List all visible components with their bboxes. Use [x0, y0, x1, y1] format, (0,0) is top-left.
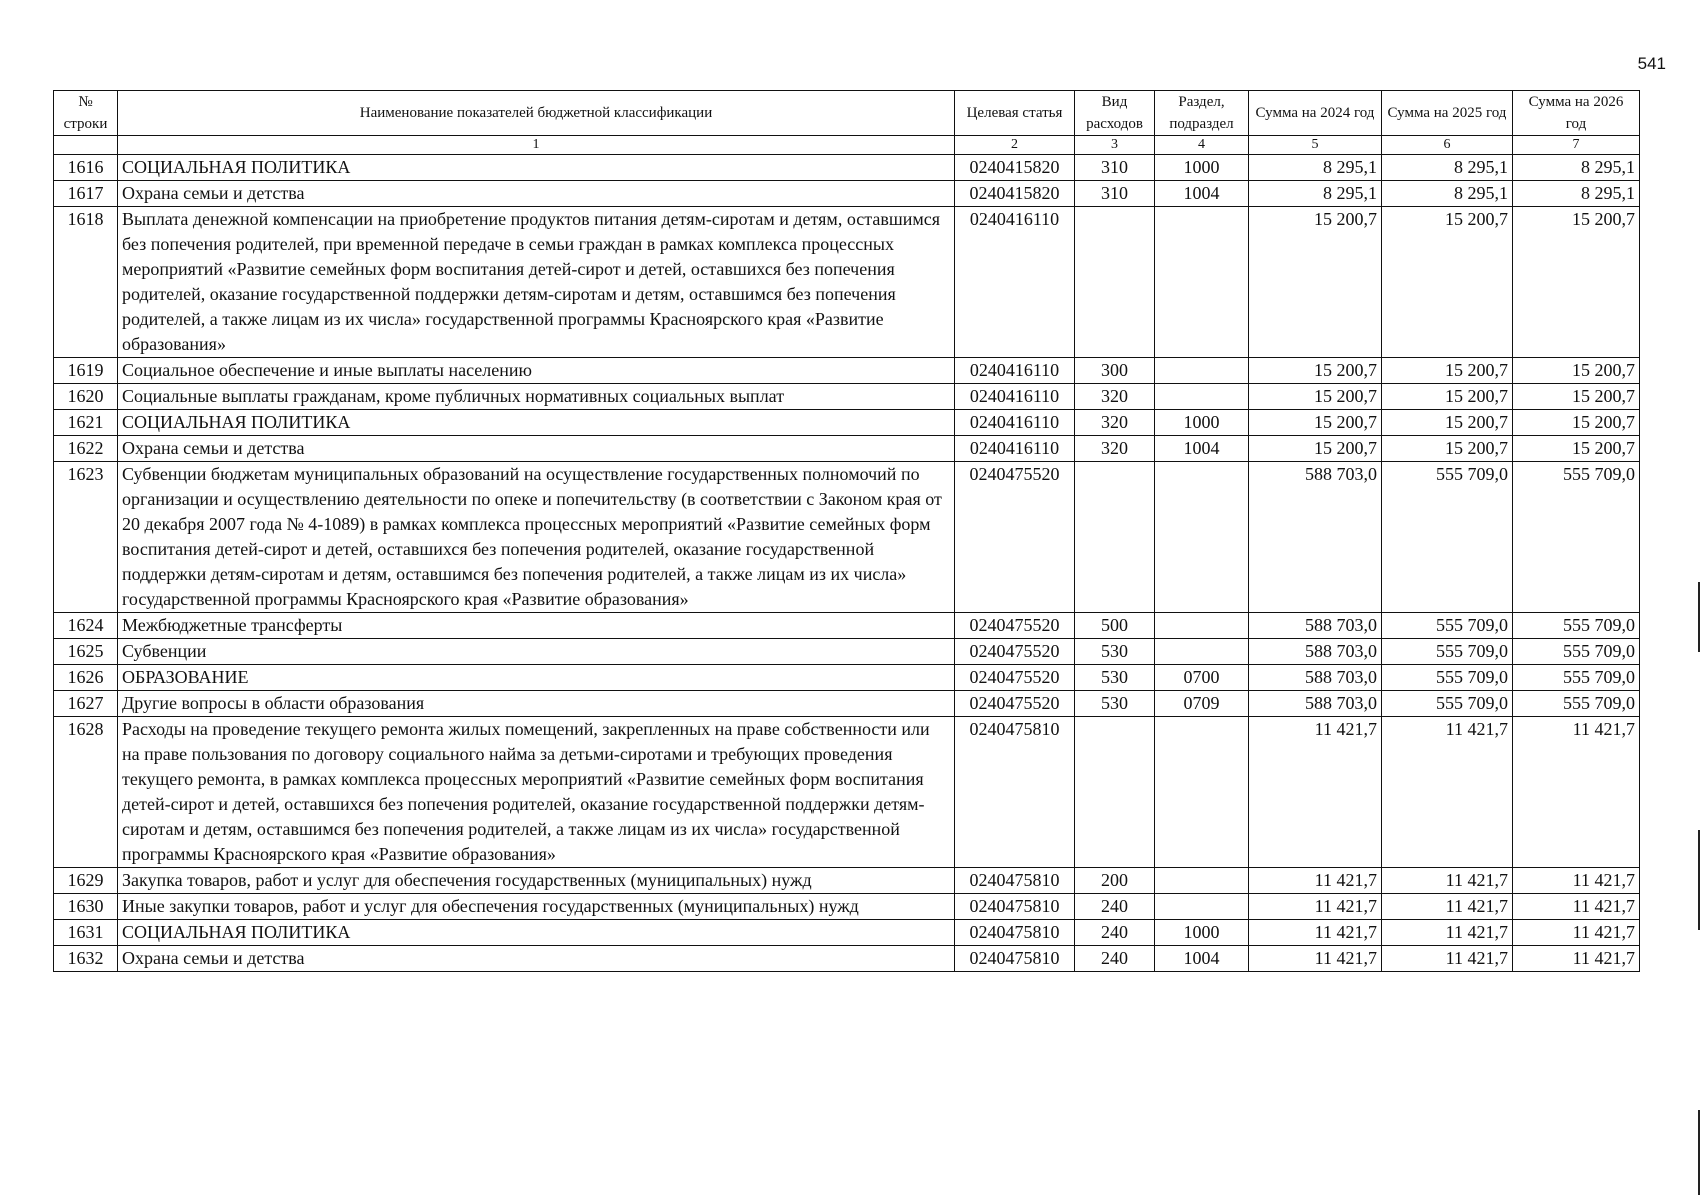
sum-2025: 555 709,0: [1382, 462, 1513, 613]
column-number: 6: [1382, 136, 1513, 155]
column-number: 5: [1249, 136, 1382, 155]
table-row: [54, 613, 1640, 639]
header-sum-2026: Сумма на 2026 год: [1513, 91, 1640, 136]
expense-type: [1075, 717, 1155, 868]
expense-type: 310: [1075, 155, 1155, 181]
sum-2025: 555 709,0: [1382, 691, 1513, 717]
scan-artifact: [1698, 830, 1700, 930]
table-row: [54, 894, 1640, 920]
sum-2025: 15 200,7: [1382, 410, 1513, 436]
row-number: 1629: [54, 868, 118, 894]
sum-2025: 15 200,7: [1382, 436, 1513, 462]
section-code: 1004: [1155, 946, 1249, 972]
sum-2026: 11 421,7: [1513, 868, 1640, 894]
table-row: [54, 639, 1640, 665]
sum-2025: 15 200,7: [1382, 358, 1513, 384]
sum-2024: 11 421,7: [1249, 868, 1382, 894]
sum-2025: 11 421,7: [1382, 717, 1513, 868]
sum-2024: 15 200,7: [1249, 410, 1382, 436]
table-row: [54, 155, 1640, 181]
header-target-article: Целевая статья: [955, 91, 1075, 136]
sum-2025: 11 421,7: [1382, 920, 1513, 946]
sum-2025: 555 709,0: [1382, 639, 1513, 665]
sum-2025: 11 421,7: [1382, 868, 1513, 894]
row-name: Закупка товаров, работ и услуг для обеспечения государственных (муниципальных) нужд: [118, 868, 955, 894]
expense-type: 240: [1075, 920, 1155, 946]
row-number: 1630: [54, 894, 118, 920]
row-number: 1624: [54, 613, 118, 639]
sum-2025: 15 200,7: [1382, 207, 1513, 358]
expense-type: [1075, 207, 1155, 358]
row-number: 1620: [54, 384, 118, 410]
section-code: 1000: [1155, 920, 1249, 946]
section-code: 1004: [1155, 181, 1249, 207]
target-article: 0240475810: [955, 894, 1075, 920]
row-number: 1627: [54, 691, 118, 717]
row-name: Расходы на проведение текущего ремонта жилых помещений, закрепленных на праве собственности или на праве пользования по договору социального найма за детьми-сиротами и требующих проведения текущего ремонта, в рамках комплекса процессных мероприятий «Развитие семейных форм воспитания детей-сирот и детей, оставшихся без попечения родителей, оказание государственной поддержки детям-сиротам и детям, оставшимся без попечения родителей, а также лицам из их числа» государственной программы Красноярского края «Развитие образования»: [118, 717, 955, 868]
sum-2026: 15 200,7: [1513, 436, 1640, 462]
sum-2026: 15 200,7: [1513, 384, 1640, 410]
expense-type: 310: [1075, 181, 1155, 207]
target-article: 0240475810: [955, 920, 1075, 946]
target-article: 0240475520: [955, 639, 1075, 665]
sum-2026: 555 709,0: [1513, 462, 1640, 613]
expense-type: 320: [1075, 436, 1155, 462]
section-code: [1155, 613, 1249, 639]
section-code: 1004: [1155, 436, 1249, 462]
row-name: Субвенции бюджетам муниципальных образований на осуществление государственных полномочий по организации и осуществлению деятельности по опеке и попечительству (в соответствии с Законом края от 20 декабря 2007 года № 4-1089) в рамках комплекса процессных мероприятий «Развитие семейных форм воспитания детей-сирот и детей, оставшихся без попечения родителей, оказание государственной поддержки детям-сиротам и детям, оставшимся без попечения родителей, а также лицам из их числа» государственной программы Красноярского края «Развитие образования»: [118, 462, 955, 613]
row-number: 1623: [54, 462, 118, 613]
sum-2025: 555 709,0: [1382, 613, 1513, 639]
row-number: 1622: [54, 436, 118, 462]
column-number: 7: [1513, 136, 1640, 155]
sum-2026: 8 295,1: [1513, 155, 1640, 181]
section-code: 1000: [1155, 410, 1249, 436]
row-number: 1626: [54, 665, 118, 691]
row-name: Социальные выплаты гражданам, кроме публичных нормативных социальных выплат: [118, 384, 955, 410]
scan-artifact: [1698, 582, 1700, 652]
row-name: Охрана семьи и детства: [118, 436, 955, 462]
section-code: [1155, 384, 1249, 410]
column-number: 4: [1155, 136, 1249, 155]
table-row: [54, 920, 1640, 946]
row-name: Межбюджетные трансферты: [118, 613, 955, 639]
sum-2024: 8 295,1: [1249, 181, 1382, 207]
section-code: [1155, 462, 1249, 613]
sum-2025: 11 421,7: [1382, 946, 1513, 972]
section-code: [1155, 639, 1249, 665]
section-code: [1155, 894, 1249, 920]
row-number: 1616: [54, 155, 118, 181]
sum-2024: 11 421,7: [1249, 894, 1382, 920]
row-name: Охрана семьи и детства: [118, 181, 955, 207]
section-code: 0700: [1155, 665, 1249, 691]
sum-2024: 588 703,0: [1249, 613, 1382, 639]
table-row: [54, 717, 1640, 868]
scan-artifact: [1698, 1110, 1700, 1195]
target-article: 0240415820: [955, 181, 1075, 207]
header-sum-2025: Сумма на 2025 год: [1382, 91, 1513, 136]
table-row: [54, 665, 1640, 691]
table-row: [54, 868, 1640, 894]
sum-2024: 11 421,7: [1249, 920, 1382, 946]
row-name: Социальное обеспечение и иные выплаты населению: [118, 358, 955, 384]
target-article: 0240475520: [955, 691, 1075, 717]
table-header: [54, 91, 1640, 155]
section-code: [1155, 868, 1249, 894]
sum-2026: 15 200,7: [1513, 410, 1640, 436]
row-number: 1617: [54, 181, 118, 207]
sum-2025: 8 295,1: [1382, 155, 1513, 181]
table-row: [54, 462, 1640, 613]
row-name: Субвенции: [118, 639, 955, 665]
sum-2024: 15 200,7: [1249, 207, 1382, 358]
row-number: 1619: [54, 358, 118, 384]
header-row-number: № строки: [54, 91, 118, 136]
target-article: 0240475520: [955, 462, 1075, 613]
target-article: 0240415820: [955, 155, 1075, 181]
expense-type: 530: [1075, 691, 1155, 717]
sum-2026: 8 295,1: [1513, 181, 1640, 207]
table-row: [54, 207, 1640, 358]
row-name: СОЦИАЛЬНАЯ ПОЛИТИКА: [118, 155, 955, 181]
section-code: [1155, 358, 1249, 384]
row-name: Выплата денежной компенсации на приобретение продуктов питания детям-сиротам и детям, оставшимся без попечения родителей, при временной передаче в семьи граждан в рамках комплекса процессных мероприятий «Развитие семейных форм воспитания детей-сирот и детей, оставшихся без попечения родителей, оказание государственной поддержки детям-сиротам и детям, оставшимся без попечения родителей, а также лицам из их числа» государственной программы Красноярского края «Развитие образования»: [118, 207, 955, 358]
row-number: 1621: [54, 410, 118, 436]
sum-2025: 11 421,7: [1382, 894, 1513, 920]
expense-type: 500: [1075, 613, 1155, 639]
sum-2024: 15 200,7: [1249, 436, 1382, 462]
header-section: Раздел, подраздел: [1155, 91, 1249, 136]
table-row: [54, 181, 1640, 207]
column-number-empty: [54, 136, 118, 155]
target-article: 0240416110: [955, 207, 1075, 358]
sum-2026: 555 709,0: [1513, 613, 1640, 639]
sum-2024: 588 703,0: [1249, 665, 1382, 691]
expense-type: 240: [1075, 894, 1155, 920]
expense-type: 320: [1075, 410, 1155, 436]
sum-2024: 11 421,7: [1249, 717, 1382, 868]
sum-2025: 8 295,1: [1382, 181, 1513, 207]
page-number: 541: [1637, 54, 1666, 73]
budget-table: [53, 90, 1640, 972]
section-code: 0709: [1155, 691, 1249, 717]
sum-2024: 588 703,0: [1249, 462, 1382, 613]
sum-2025: 555 709,0: [1382, 665, 1513, 691]
table-row: [54, 384, 1640, 410]
sum-2026: 11 421,7: [1513, 946, 1640, 972]
sum-2026: 555 709,0: [1513, 639, 1640, 665]
header-row: [54, 91, 1640, 136]
row-number: 1625: [54, 639, 118, 665]
target-article: 0240416110: [955, 384, 1075, 410]
sum-2024: 588 703,0: [1249, 691, 1382, 717]
row-number: 1631: [54, 920, 118, 946]
sum-2025: 15 200,7: [1382, 384, 1513, 410]
row-number: 1632: [54, 946, 118, 972]
column-number: 3: [1075, 136, 1155, 155]
row-number: 1618: [54, 207, 118, 358]
table-row: [54, 691, 1640, 717]
expense-type: 300: [1075, 358, 1155, 384]
sum-2026: 11 421,7: [1513, 894, 1640, 920]
sum-2024: 8 295,1: [1249, 155, 1382, 181]
sum-2024: 588 703,0: [1249, 639, 1382, 665]
section-code: [1155, 207, 1249, 358]
table-row: [54, 358, 1640, 384]
sum-2024: 11 421,7: [1249, 946, 1382, 972]
header-sum-2024: Сумма на 2024 год: [1249, 91, 1382, 136]
header-name: Наименование показателей бюджетной классификации: [118, 91, 955, 136]
target-article: 0240475810: [955, 946, 1075, 972]
sum-2024: 15 200,7: [1249, 384, 1382, 410]
target-article: 0240416110: [955, 436, 1075, 462]
target-article: 0240475520: [955, 665, 1075, 691]
row-name: СОЦИАЛЬНАЯ ПОЛИТИКА: [118, 410, 955, 436]
expense-type: 320: [1075, 384, 1155, 410]
header-expense-type: Вид расходов: [1075, 91, 1155, 136]
target-article: 0240475520: [955, 613, 1075, 639]
row-name: СОЦИАЛЬНАЯ ПОЛИТИКА: [118, 920, 955, 946]
table-row: [54, 436, 1640, 462]
sum-2026: 11 421,7: [1513, 717, 1640, 868]
target-article: 0240416110: [955, 358, 1075, 384]
section-code: [1155, 717, 1249, 868]
sum-2026: 11 421,7: [1513, 920, 1640, 946]
row-name: ОБРАЗОВАНИЕ: [118, 665, 955, 691]
expense-type: [1075, 462, 1155, 613]
row-name: Иные закупки товаров, работ и услуг для обеспечения государственных (муниципальных) нужд: [118, 894, 955, 920]
sum-2026: 555 709,0: [1513, 665, 1640, 691]
target-article: 0240475810: [955, 717, 1075, 868]
table-row: [54, 946, 1640, 972]
column-number: 2: [955, 136, 1075, 155]
column-number: 1: [118, 136, 955, 155]
expense-type: 240: [1075, 946, 1155, 972]
expense-type: 200: [1075, 868, 1155, 894]
column-number-row: [54, 136, 1640, 155]
sum-2026: 15 200,7: [1513, 207, 1640, 358]
row-name: Другие вопросы в области образования: [118, 691, 955, 717]
sum-2026: 555 709,0: [1513, 691, 1640, 717]
section-code: 1000: [1155, 155, 1249, 181]
table-body: [54, 155, 1640, 972]
table-row: [54, 410, 1640, 436]
expense-type: 530: [1075, 665, 1155, 691]
target-article: 0240416110: [955, 410, 1075, 436]
row-number: 1628: [54, 717, 118, 868]
target-article: 0240475810: [955, 868, 1075, 894]
sum-2026: 15 200,7: [1513, 358, 1640, 384]
expense-type: 530: [1075, 639, 1155, 665]
row-name: Охрана семьи и детства: [118, 946, 955, 972]
sum-2024: 15 200,7: [1249, 358, 1382, 384]
